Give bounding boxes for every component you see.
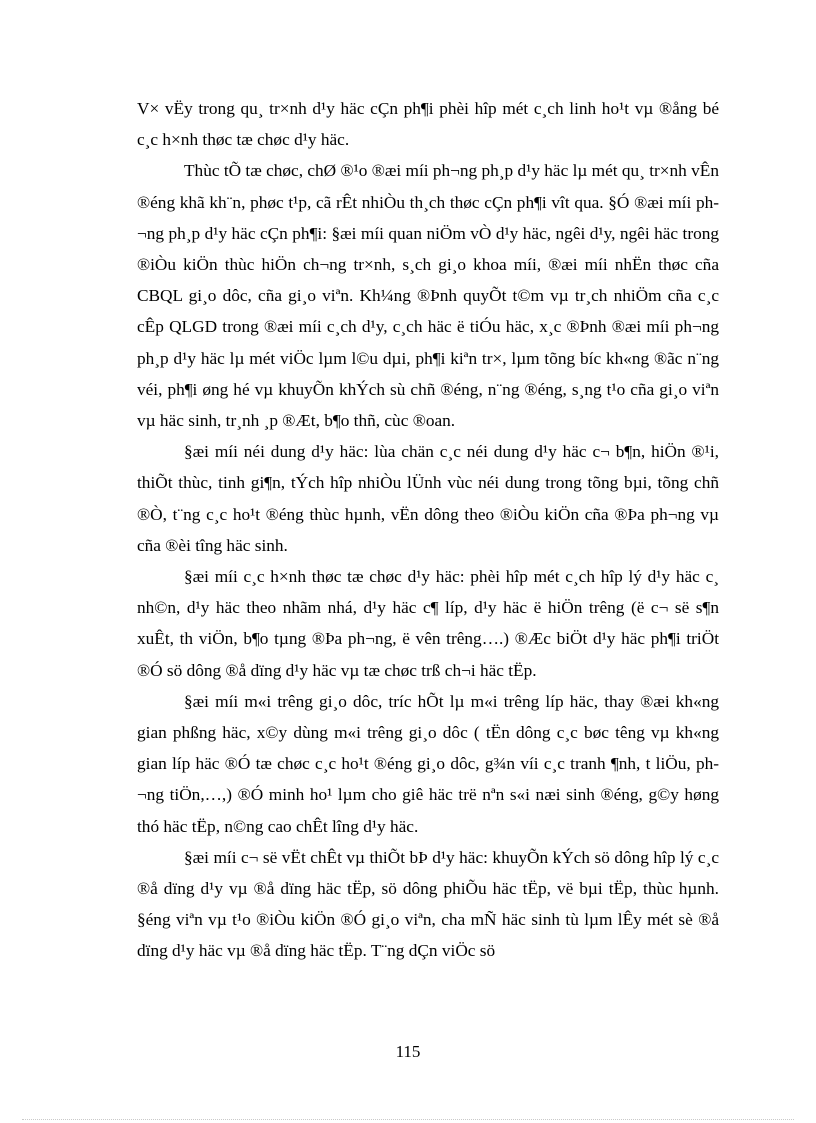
page-number: 115: [395, 1042, 421, 1061]
body-text: [137, 93, 719, 967]
paragraph-5: §æi míi m«i trêng gi¸o dôc, tríc hÕt lµ m«i trêng líp häc, thay ®æi kh«ng gian phßng häc, x©y dùng m«i trêng gi¸o dôc ( tËn dông c¸c bøc têng vµ kh«ng gian líp häc ®Ó tæ chøc c¸c ho¹t ®éng gi¸o dôc, g¾n víi c¸c tranh ¶nh, t liÖu, ph¬ng tiÖn,…,) ®Ó minh ho¹ lµm cho giê häc trë nªn s«i næi sinh ®éng, g©y høng thó häc tËp, n©ng cao chÊt lîng d¹y häc.: [137, 691, 719, 836]
page-bottom-divider: [22, 1119, 794, 1120]
paragraph-4: §æi míi c¸c h×nh thøc tæ chøc d¹y häc: phèi hîp mét c¸ch hîp lý d¹y häc c¸ nh©n, d¹y häc theo nhãm nhá, d¹y häc c¶ líp, d¹y häc ë hiÖn trêng (ë c¬ së s¶n xuÊt, th viÖn, b¶o tµng ®Þa ph¬ng, ë vên trêng….) ®Æc biÖt d¹y häc ph¶i triÖt ®Ó sö dông ®å dïng d¹y häc vµ tæ chøc trß ch¬i häc tËp.: [137, 567, 719, 680]
paragraph-3: §æi míi néi dung d¹y häc: lùa chän c¸c néi dung d¹y häc c¬ b¶n, hiÖn ®¹i, thiÕt thùc, tinh gi¶n, tÝch hîp nhiÒu lÜnh vùc néi dung trong tõng bµi, tõng chñ ®Ò, t¨ng c¸c ho¹t ®éng thùc hµnh, vËn dông theo ®iÒu kiÖn cña ®Þa ph¬ng vµ cña ®èi tîng häc sinh.: [137, 442, 719, 555]
paragraph-1: V× vËy trong qu¸ tr×nh d¹y häc cÇn ph¶i phèi hîp mét c¸ch linh ho¹t vµ ®ång bé c¸c h×nh thøc tæ chøc d¹y häc.: [137, 99, 719, 150]
paragraph-2: Thùc tÕ tæ chøc, chØ ®¹o ®æi míi ph¬ng ph¸p d¹y häc lµ mét qu¸ tr×nh vÊn ®éng khã kh¨n, phøc t¹p, cã rÊt nhiÒu th¸ch thøc cÇn ph¶i vît qua. §Ó ®æi míi ph¬ng ph¸p d¹y häc cÇn ph¶i: §æi míi quan niÖm vÒ d¹y häc, ngêi d¹y, ngêi häc trong ®iÒu kiÖn thùc hiÖn ch¬ng tr×nh, s¸ch gi¸o khoa míi, ®æi míi nhËn thøc cña CBQL gi¸o dôc, cña gi¸o viªn. Kh¼ng ®Þnh quyÕt t©m vµ tr¸ch nhiÖm cña c¸c cÊp QLGD trong ®æi míi c¸ch d¹y, c¸ch häc ë tiÓu häc, x¸c ®Þnh ®æi míi ph¬ng ph¸p d¹y häc lµ mét viÖc lµm l©u dµi, ph¶i kiªn tr×, lµm tõng bíc kh«ng ®ãc n¨ng véi, ph¶i øng hé vµ khuyÕn khÝch sù chñ ®éng, n¨ng ®éng, s¸ng t¹o cña gi¸o viªn vµ häc sinh, tr¸nh ¸p ®Æt, b¶o thñ, cùc ®oan.: [137, 161, 719, 431]
paragraph-6: §æi míi c¬ së vËt chÊt vµ thiÕt bÞ d¹y häc: khuyÕn kÝch sö dông hîp lý c¸c ®å dïng d¹y vµ ®å dïng häc tËp, sö dông phiÕu häc tËp, vë bµi tËp, thùc hµnh. §éng viªn vµ t¹o ®iÒu kiÖn ®Ó gi¸o viªn, cha mÑ häc sinh tù lµm lÊy mét sè ®å dïng d¹y häc vµ ®å dïng häc tËp. T¨ng dÇn viÖc sö: [137, 847, 719, 961]
